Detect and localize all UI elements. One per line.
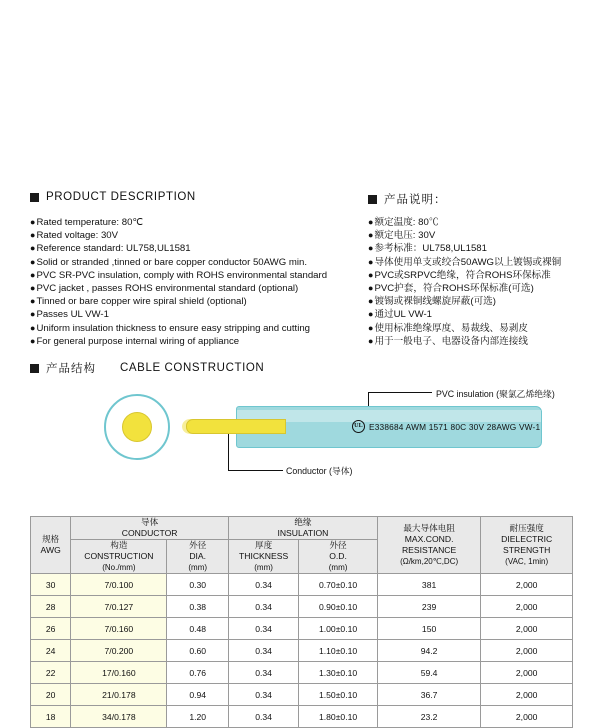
list-item: ● Tinned or bare copper wire spiral shield (optional) xyxy=(30,296,247,308)
list-item: ● Solid or stranded ,tinned or bare copper conductor 50AWG min. xyxy=(30,256,307,268)
cell-construction: 7/0.100 xyxy=(71,574,167,596)
product-description-heading-en xyxy=(30,191,196,203)
list-item: ● PVC护套，符合ROHS环保标准(可选) xyxy=(368,283,534,295)
header-od: 外径 O.D. (mm) xyxy=(299,540,378,574)
header-construction: 构造 CONSTRUCTION (No./mm) xyxy=(71,540,167,574)
cell-strength: 2,000 xyxy=(481,574,573,596)
cell-awg: 22 xyxy=(31,662,71,684)
header-group-insulation: 绝缘 INSULATION xyxy=(228,517,377,540)
cell-resistance: 239 xyxy=(377,596,480,618)
list-item: ● 额定电压: 30V xyxy=(368,230,436,242)
cell-thickness: 0.34 xyxy=(228,618,298,640)
description-list-cn xyxy=(368,216,561,348)
cell-strength: 2,000 xyxy=(481,662,573,684)
bullet-icon: ● xyxy=(368,296,374,307)
square-bullet-icon xyxy=(30,193,39,202)
bullet-icon: ● xyxy=(30,217,36,227)
list-item: ● PVC SR-PVC insulation, comply with ROHS environmental standard xyxy=(30,269,328,281)
ul-logo-icon: UL xyxy=(352,420,365,433)
table-row xyxy=(31,640,573,662)
bullet-icon: ● xyxy=(30,296,36,307)
cable-construction-heading-cn: 产品结构 xyxy=(46,363,96,375)
cell-awg: 18 xyxy=(31,706,71,728)
cell-thickness: 0.34 xyxy=(228,706,298,728)
list-item: ● 导体使用单支或绞合50AWG以上镀锡或裸铜 xyxy=(368,256,562,268)
cell-od: 1.30±0.10 xyxy=(299,662,378,684)
cell-dia: 0.30 xyxy=(167,574,229,596)
header-conductor-dia: 外径 DIA. (mm) xyxy=(167,540,229,574)
cell-awg: 24 xyxy=(31,640,71,662)
list-item: ● 镀锡或裸铜线螺旋屏蔽(可选) xyxy=(368,296,496,308)
table-row xyxy=(31,574,573,596)
list-item: ● Reference standard: UL758,UL1581 xyxy=(30,243,191,255)
cell-resistance: 381 xyxy=(377,574,480,596)
cell-thickness: 0.34 xyxy=(228,640,298,662)
cell-od: 1.80±0.10 xyxy=(299,706,378,728)
list-item: ● Rated voltage: 30V xyxy=(30,230,119,242)
cell-strength: 2,000 xyxy=(481,684,573,706)
cell-od: 0.70±0.10 xyxy=(299,574,378,596)
cell-awg: 26 xyxy=(31,618,71,640)
cable-conductor-core xyxy=(186,419,286,434)
bullet-icon: ● xyxy=(368,243,374,254)
cell-strength: 2,000 xyxy=(481,618,573,640)
list-item: ● Uniform insulation thickness to ensure easy stripping and cutting xyxy=(30,322,311,334)
cell-od: 1.50±0.10 xyxy=(299,684,378,706)
header-group-conductor: 导体 CONDUCTOR xyxy=(71,517,229,540)
leader-line-insulation xyxy=(368,392,432,393)
cell-od: 1.10±0.10 xyxy=(299,640,378,662)
cell-strength: 2,000 xyxy=(481,640,573,662)
leader-line-insulation-down xyxy=(368,392,369,406)
cell-resistance: 23.2 xyxy=(377,706,480,728)
list-item: ● 额定温度: 80℃ xyxy=(368,217,439,228)
bullet-icon: ● xyxy=(30,256,36,267)
cell-construction: 7/0.160 xyxy=(71,618,167,640)
table-row xyxy=(31,706,573,728)
list-item: ● For general purpose internal wiring of appliance xyxy=(30,335,240,347)
table-row xyxy=(31,662,573,684)
product-description-heading-cn xyxy=(368,191,447,207)
header-strength: 耐压强度 DIELECTRIC STRENGTH (VAC, 1min) xyxy=(481,517,573,574)
bullet-icon: ● xyxy=(30,230,36,241)
square-bullet-icon xyxy=(30,364,39,373)
cell-awg: 28 xyxy=(31,596,71,618)
list-item: ● PVC或SRPVC绝缘，符合ROHS环保标准 xyxy=(368,269,551,281)
cable-construction-heading-en: CABLE CONSTRUCTION xyxy=(120,362,265,374)
cell-dia: 1.20 xyxy=(167,706,229,728)
product-description-heading-cn-label: 产品说明： xyxy=(384,194,447,206)
specification-table xyxy=(30,516,573,728)
cable-construction-diagram xyxy=(0,386,603,496)
table-row xyxy=(31,596,573,618)
square-bullet-icon xyxy=(368,195,377,204)
insulation-label: PVC insulation (聚氯乙烯绝缘) xyxy=(436,389,555,399)
cell-construction: 17/0.160 xyxy=(71,662,167,684)
cell-strength: 2,000 xyxy=(481,596,573,618)
cell-construction: 7/0.127 xyxy=(71,596,167,618)
bullet-icon: ● xyxy=(368,269,374,280)
list-item: ● PVC jacket , passes ROHS environmental standard (optional) xyxy=(30,283,299,295)
bullet-icon: ● xyxy=(368,335,374,346)
cell-resistance: 94.2 xyxy=(377,640,480,662)
bullet-icon: ● xyxy=(30,322,36,333)
conductor-label: Conductor (导体) xyxy=(286,466,353,476)
cell-thickness: 0.34 xyxy=(228,662,298,684)
cell-construction: 34/0.178 xyxy=(71,706,167,728)
bullet-icon: ● xyxy=(30,283,36,294)
header-awg: 规格 AWG xyxy=(31,517,71,574)
cell-awg: 20 xyxy=(31,684,71,706)
leader-line-conductor xyxy=(228,470,283,471)
cell-resistance: 36.7 xyxy=(377,684,480,706)
cross-section-conductor xyxy=(122,412,152,442)
cell-thickness: 0.34 xyxy=(228,684,298,706)
bullet-icon: ● xyxy=(368,230,374,241)
leader-line-conductor-down xyxy=(228,434,229,470)
bullet-icon: ● xyxy=(30,243,36,254)
cell-thickness: 0.34 xyxy=(228,574,298,596)
bullet-icon: ● xyxy=(30,335,36,346)
cell-dia: 0.60 xyxy=(167,640,229,662)
list-item: ● 通过UL VW-1 xyxy=(368,309,433,321)
cell-resistance: 150 xyxy=(377,618,480,640)
bullet-icon: ● xyxy=(368,256,374,267)
bullet-icon: ● xyxy=(368,322,374,333)
cable-construction-heading xyxy=(30,360,264,376)
cell-awg: 30 xyxy=(31,574,71,596)
cell-resistance: 59.4 xyxy=(377,662,480,684)
cable-print-text: E338684 AWM 1571 80C 30V 28AWG VW-1 xyxy=(369,421,541,432)
table-header-group-row xyxy=(31,517,573,540)
header-thickness: 厚度 THICKNESS (mm) xyxy=(228,540,298,574)
table-row xyxy=(31,618,573,640)
cell-dia: 0.76 xyxy=(167,662,229,684)
bullet-icon: ● xyxy=(30,309,36,320)
list-item: ● 用于一般电子、电器设备内部连接线 xyxy=(368,335,528,347)
cell-dia: 0.94 xyxy=(167,684,229,706)
cable-surface-print xyxy=(352,420,540,433)
cell-thickness: 0.34 xyxy=(228,596,298,618)
list-item: ● 使用标准绝缘厚度、易裁线、易剥皮 xyxy=(368,322,528,334)
description-list-en xyxy=(30,216,327,348)
cell-dia: 0.38 xyxy=(167,596,229,618)
cell-construction: 21/0.178 xyxy=(71,684,167,706)
header-resistance: 最大导体电阻 MAX.COND. RESISTANCE (Ω/km,20℃,DC) xyxy=(377,517,480,574)
list-item: ● Rated temperature: 80℃ xyxy=(30,217,144,228)
cell-construction: 7/0.200 xyxy=(71,640,167,662)
bullet-icon: ● xyxy=(368,283,374,294)
table-row xyxy=(31,684,573,706)
bullet-icon: ● xyxy=(368,217,374,227)
product-description-heading-en-label: PRODUCT DESCRIPTION xyxy=(46,191,196,203)
cell-strength: 2,000 xyxy=(481,706,573,728)
list-item: ● Passes UL VW-1 xyxy=(30,309,109,321)
bullet-icon: ● xyxy=(30,269,36,280)
cell-od: 0.90±0.10 xyxy=(299,596,378,618)
bullet-icon: ● xyxy=(368,309,374,320)
cell-od: 1.00±0.10 xyxy=(299,618,378,640)
list-item: ● 参考标准：UL758,UL1581 xyxy=(368,243,487,255)
cell-dia: 0.48 xyxy=(167,618,229,640)
